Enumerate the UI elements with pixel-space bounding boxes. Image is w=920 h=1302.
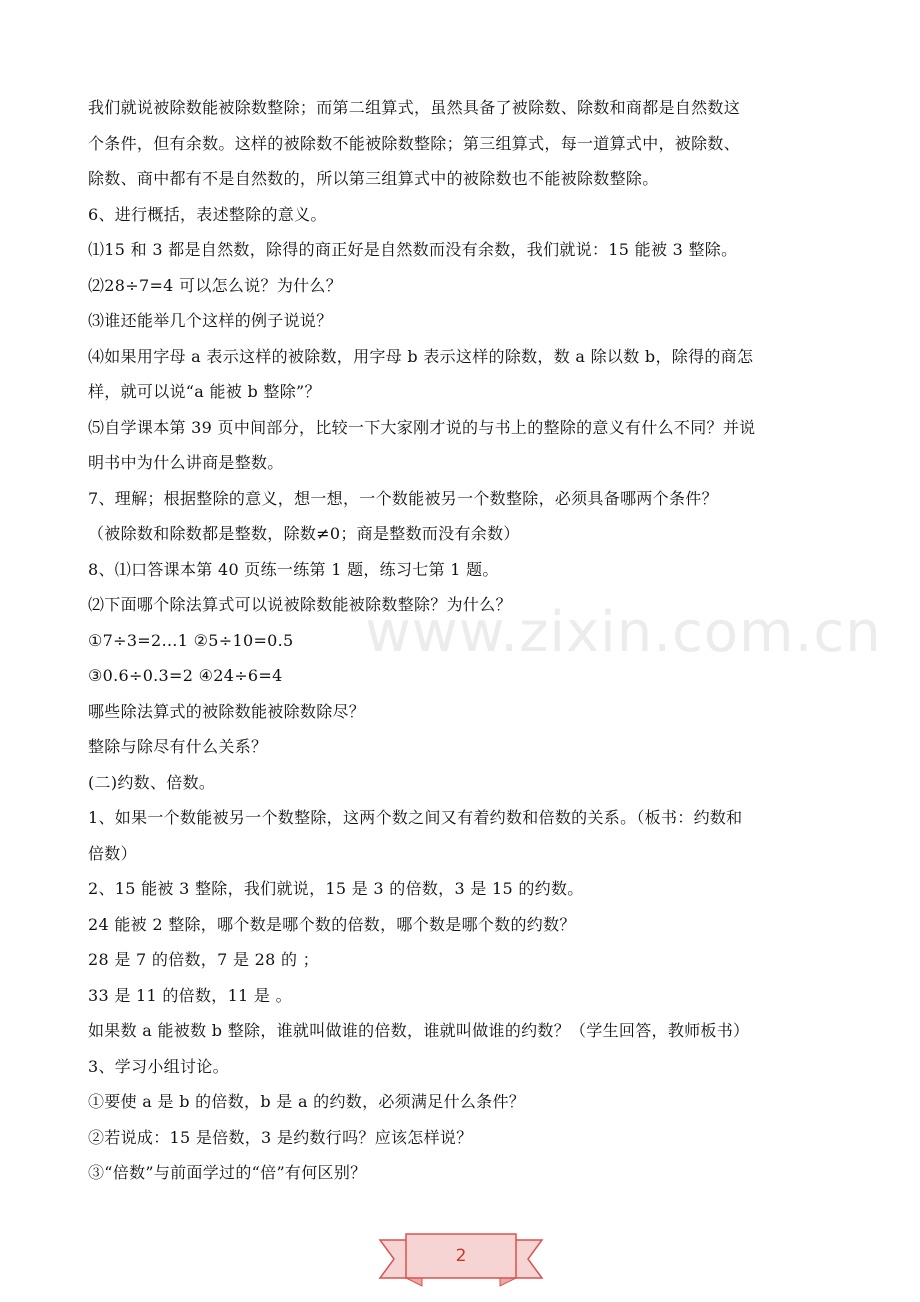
text-line: ⑶谁还能举几个这样的例子说说？: [88, 311, 333, 330]
watermark: www.zixin.com.cn: [365, 600, 882, 665]
text-line: （被除数和除数都是整数，除数≠0；商是整数而没有余数）: [88, 524, 520, 543]
text-line: 3、学习小组讨论。: [88, 1056, 229, 1076]
text-line: 28 是 7 的倍数，7 是 28 的 ；: [88, 950, 319, 969]
text-line: 2、15 能被 3 整除，我们就说，15 是 3 的倍数，3 是 15 的约数。: [88, 879, 584, 898]
text-line: 如果数 a 能被数 b 整除，谁就叫做谁的倍数，谁就叫做谁的约数？（学生回答，教师板书）: [88, 1021, 750, 1040]
text-line: ①要使 a 是 b 的倍数，b 是 a 的约数，必须满足什么条件？: [88, 1092, 526, 1111]
text-line: 个条件，但有余数。这样的被除数不能被除数整除；第三组算式，每一道算式中，被除数、: [88, 133, 741, 153]
text-line: 明书中为什么讲商是整数。: [88, 453, 284, 472]
text-line: 除数、商中都有不是自然数的，所以第三组算式中的被除数也不能被除数整除。: [88, 169, 659, 188]
text-line: 我们就说被除数能被除数整除；而第二组算式，虽然具备了被除数、除数和商都是自然数这: [88, 98, 741, 117]
text-line: 哪些除法算式的被除数能被除数除尽？: [88, 701, 366, 721]
text-line: ③“倍数”与前面学过的“倍”有何区别？: [88, 1163, 367, 1182]
text-line: ⑷如果用字母 a 表示这样的被除数，用字母 b 表示这样的除数，数 a 除以数 b，除得的商怎: [88, 346, 754, 366]
text-line: 8、⑴口答课本第 40 页练一练第 1 题，练习七第 1 题。: [88, 559, 499, 579]
text-line: 6、进行概括，表述整除的意义。: [88, 204, 327, 224]
text-line: ⑴15 和 3 都是自然数，除得的商正好是自然数而没有余数，我们就说：15 能被 3 整除。: [88, 240, 738, 259]
page-number: 2: [455, 1246, 467, 1266]
page-number-badge: [378, 1232, 544, 1292]
text-line: ⑵下面哪个除法算式可以说被除数能被除数整除？为什么？: [88, 595, 512, 614]
document-body: [88, 90, 836, 1191]
text-line: ①7÷3=2…1 ②5÷10=0.5: [88, 630, 294, 650]
text-line: 整除与除尽有什么关系？: [88, 737, 268, 756]
text-line: 1、如果一个数能被另一个数整除，这两个数之间又有着约数和倍数的关系。（板书：约数和: [88, 808, 743, 827]
text-line: (二)约数、倍数。: [88, 772, 216, 792]
text-line: ⑸自学课本第 39 页中间部分，比较一下大家刚才说的与书上的整除的意义有什么不同？并说: [88, 417, 756, 437]
text-line: ③0.6÷0.3=2 ④24÷6=4: [88, 666, 283, 685]
text-line: 24 能被 2 整除，哪个数是哪个数的倍数，哪个数是哪个数的约数？: [88, 914, 576, 934]
text-line: 倍数）: [88, 843, 137, 863]
text-line: ⑵28÷7=4 可以怎么说？为什么？: [88, 275, 343, 295]
text-line: ②若说成：15 是倍数，3 是约数行吗？应该怎样说？: [88, 1127, 473, 1147]
text-line: 7、理解；根据整除的意义，想一想，一个数能被另一个数整除，必须具备哪两个条件？: [88, 488, 718, 508]
text-line: 样，就可以说“a 能被 b 整除”？: [88, 382, 321, 401]
text-line: 33 是 11 的倍数，11 是 。: [88, 985, 292, 1005]
